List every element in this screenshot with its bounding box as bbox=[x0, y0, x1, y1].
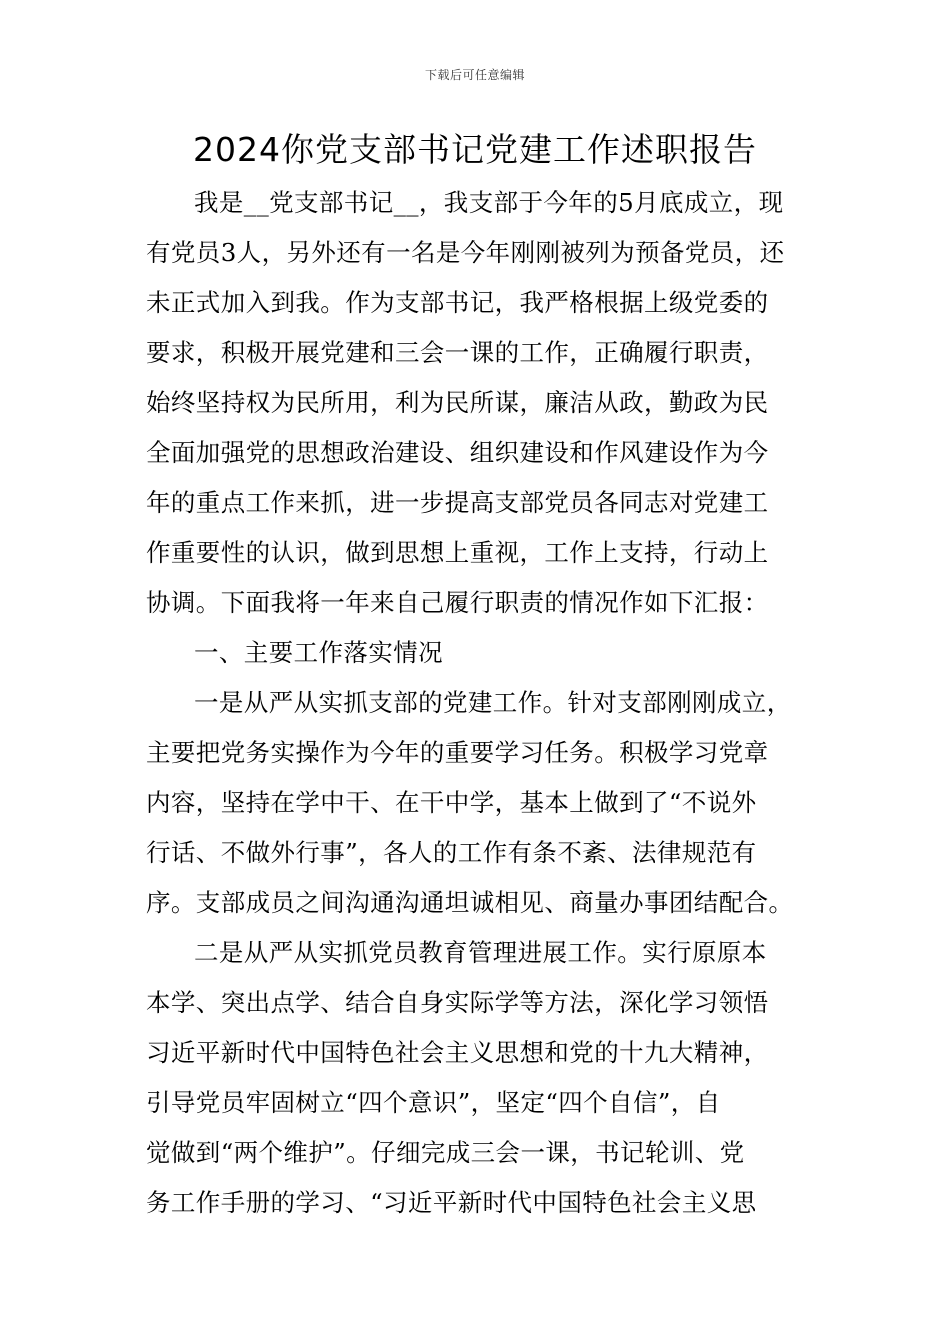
paragraph-line: 习近平新时代中国特色社会主义思想和党的十九大精神， bbox=[146, 1038, 769, 1067]
paragraph-line: 行话、不做外行事”，各人的工作有条不紊、法律规范有 bbox=[146, 838, 757, 867]
paragraph-line: 始终坚持权为民所用，利为民所谋，廉洁从政，勤政为民 bbox=[146, 388, 769, 417]
paragraph-line: 务工作手册的学习、“习近平新时代中国特色社会主义思 bbox=[146, 1188, 757, 1217]
paragraph-line: 觉做到“两个维护”。仔细完成三会一课，书记轮训、党 bbox=[146, 1138, 745, 1167]
paragraph-line: 全面加强党的思想政治建设、组织建设和作风建设作为今 bbox=[146, 438, 769, 467]
paragraph-line: 一是从严从实抓支部的党建工作。针对支部刚刚成立， bbox=[194, 688, 792, 717]
paragraph-line: 协调。下面我将一年来自己履行职责的情况作如下汇报： bbox=[146, 588, 769, 617]
paragraph-line: 序。支部成员之间沟通沟通坦诚相见、商量办事团结配合。 bbox=[146, 888, 794, 917]
paragraph-line: 要求，积极开展党建和三会一课的工作，正确履行职责， bbox=[146, 338, 769, 367]
paragraph-line: 本学、突出点学、结合自身实际学等方法，深化学习领悟 bbox=[146, 988, 769, 1017]
paragraph-line: 作重要性的认识，做到思想上重视，工作上支持，行动上 bbox=[146, 538, 769, 567]
document-title: 2024你党支部书记党建工作述职报告 bbox=[193, 130, 757, 169]
paragraph-line: 年的重点工作来抓，进一步提高支部党员各同志对党建工 bbox=[146, 488, 769, 517]
section-heading: 一、主要工作落实情况 bbox=[194, 638, 443, 667]
paragraph-line: 内容，坚持在学中干、在干中学，基本上做到了“不说外 bbox=[146, 788, 757, 817]
header-note: 下载后可任意编辑 bbox=[424, 68, 525, 82]
paragraph-line: 引导党员牢固树立“四个意识”，坚定“四个自信”，自 bbox=[146, 1088, 721, 1117]
document-body bbox=[146, 178, 814, 1228]
paragraph-line: 主要把党务实操作为今年的重要学习任务。积极学习党章 bbox=[146, 738, 769, 767]
paragraph-line: 未正式加入到我。作为支部书记，我严格根据上级党委的 bbox=[146, 288, 769, 317]
paragraph-line: 我是__党支部书记__，我支部于今年的5月底成立，现 bbox=[194, 188, 784, 217]
paragraph-line: 有党员3人，另外还有一名是今年刚刚被列为预备党员，还 bbox=[146, 238, 785, 267]
paragraph-line: 二是从严从实抓党员教育管理进展工作。实行原原本 bbox=[194, 938, 767, 967]
